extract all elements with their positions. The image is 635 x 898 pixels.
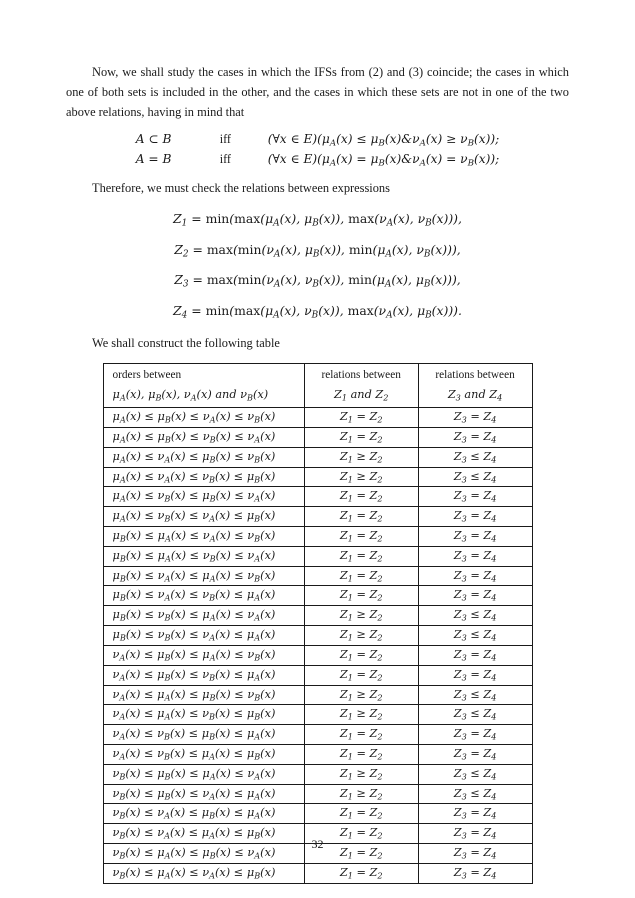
table-cell: $Z_1 = Z_2$ (304, 427, 418, 447)
table-cell: $Z_3 \le Z_4$ (418, 467, 532, 487)
table-header-row-1 (103, 364, 532, 385)
paragraph-intro: Now, we shall study the cases in which the IFSs from (2) and (3) coincide; the cases in which one of both sets is included in the other, and the cases in which these sets are not in one of the two above relations, having in mind that (66, 65, 569, 120)
table-cell: $Z_1 = Z_2$ (304, 824, 418, 844)
table-cell: $Z_1 = Z_2$ (304, 863, 418, 883)
table-row (103, 626, 532, 646)
table-cell: $Z_1 = Z_2$ (304, 527, 418, 547)
table-row (103, 645, 532, 665)
table-row (103, 427, 532, 447)
table-row (103, 606, 532, 626)
table-cell: $\nu_B(x) \le \mu_B(x) \le \mu_A(x) \le \nu_A(x)$ (103, 764, 304, 784)
table-header-row-2 (103, 384, 532, 407)
table-cell: $Z_3 = Z_4$ (418, 408, 532, 428)
table-cell: $Z_3 \le Z_4$ (418, 784, 532, 804)
table-cell: $\mu_A(x) \le \nu_B(x) \le \nu_A(x) \le \mu_B(x)$ (103, 507, 304, 527)
expression-z3: $Z_3 = \max(\min(\nu_A(x)$, $\nu_B(x)$), $\min(\mu_A(x)$, $\mu_B(x)$)), (174, 272, 461, 290)
table-row (103, 527, 532, 547)
table-cell: $Z_3 = Z_4$ (418, 546, 532, 566)
table-cell: $\nu_B(x) \le \nu_A(x) \le \mu_B(x) \le \mu_A(x)$ (103, 804, 304, 824)
table-cell: $Z_1 \ge Z_2$ (304, 626, 418, 646)
table-cell: $Z_3 \le Z_4$ (418, 685, 532, 705)
table-cell: $Z_1 = Z_2$ (304, 507, 418, 527)
table-cell: $\nu_A(x) \le \nu_B(x) \le \mu_A(x) \le \mu_B(x)$ (103, 744, 304, 764)
table-cell: $\mu_B(x) \le \nu_A(x) \le \mu_A(x) \le \nu_B(x)$ (103, 566, 304, 586)
table-cell: $Z_1 = Z_2$ (304, 844, 418, 864)
table-row (103, 665, 532, 685)
equality-iff: iff (219, 151, 231, 166)
table-cell: $Z_1 = Z_2$ (304, 645, 418, 665)
table-row (103, 685, 532, 705)
table-row (103, 784, 532, 804)
table-cell: $Z_1 \ge Z_2$ (304, 685, 418, 705)
equality-lhs: A = B (135, 151, 172, 166)
table-cell: $Z_1 \ge Z_2$ (304, 705, 418, 725)
table-cell: $Z_3 \le Z_4$ (418, 626, 532, 646)
expression-z4: $Z_4 = \min(\max(\mu_A(x)$, $\nu_B(x)$), $\max(\nu_A(x)$, $\mu_B(x)$)). (173, 302, 462, 321)
inclusion-lhs: A ⊂ B (135, 132, 172, 147)
table-head (103, 364, 532, 408)
table-cell: $\nu_A(x) \le \nu_B(x) \le \mu_B(x) \le \mu_A(x)$ (103, 725, 304, 745)
table-cell: $Z_3 \le Z_4$ (418, 764, 532, 784)
table-cell: $Z_1 = Z_2$ (304, 487, 418, 507)
paragraph-table-intro: We shall construct the following table (92, 336, 280, 351)
header-col0-line1: orders between (103, 364, 304, 385)
paragraph-therefore: Therefore, we must check the relations between expressions (92, 181, 390, 196)
table-row (103, 863, 532, 883)
table-cell: $\nu_A(x) \le \mu_A(x) \le \mu_B(x) \le \nu_B(x)$ (103, 685, 304, 705)
equality-definition-line (66, 152, 569, 168)
table-cell: $Z_3 \le Z_4$ (418, 705, 532, 725)
table-row (103, 507, 532, 527)
header-col1-line1: relations between (304, 364, 418, 385)
table-cell: $Z_3 \le Z_4$ (418, 447, 532, 467)
table-row (103, 487, 532, 507)
header-col2-line1: relations between (418, 364, 532, 385)
table-cell: $\mu_A(x) \le \nu_B(x) \le \mu_B(x) \le \nu_A(x)$ (103, 487, 304, 507)
table-cell: $Z_3 = Z_4$ (418, 527, 532, 547)
table-cell: $Z_1 = Z_2$ (304, 566, 418, 586)
table-cell: $\mu_A(x) \le \mu_B(x) \le \nu_A(x) \le \nu_B(x)$ (103, 408, 304, 428)
table-cell: $\nu_A(x) \le \mu_A(x) \le \nu_B(x) \le \mu_B(x)$ (103, 705, 304, 725)
table-cell: $Z_1 = Z_2$ (304, 725, 418, 745)
table-body (103, 408, 532, 884)
table-row (103, 447, 532, 467)
header-col0-line2: $\mu_A(x)$, $\mu_B(x)$, $\nu_A(x)$ and $\nu_B(x)$ (103, 384, 304, 407)
table-cell: $Z_3 = Z_4$ (418, 804, 532, 824)
table-cell: $Z_3 = Z_4$ (418, 586, 532, 606)
table-cell: $Z_1 \ge Z_2$ (304, 606, 418, 626)
table-cell: $Z_3 = Z_4$ (418, 863, 532, 883)
table-cell: $\mu_B(x) \le \nu_A(x) \le \nu_B(x) \le \mu_A(x)$ (103, 586, 304, 606)
table-cell: $\nu_A(x) \le \mu_B(x) \le \mu_A(x) \le \nu_B(x)$ (103, 645, 304, 665)
table-cell: $Z_3 = Z_4$ (418, 744, 532, 764)
table-cell: $\mu_B(x) \le \nu_B(x) \le \mu_A(x) \le \nu_A(x)$ (103, 606, 304, 626)
table-cell: $\nu_B(x) \le \mu_A(x) \le \nu_A(x) \le \mu_B(x)$ (103, 863, 304, 883)
table-cell: $Z_1 = Z_2$ (304, 665, 418, 685)
table-cell: $Z_3 = Z_4$ (418, 645, 532, 665)
table-row (103, 586, 532, 606)
table-cell: $Z_1 \ge Z_2$ (304, 764, 418, 784)
table-row (103, 744, 532, 764)
table-cell: $\mu_B(x) \le \mu_A(x) \le \nu_A(x) \le \nu_B(x)$ (103, 527, 304, 547)
table-cell: $Z_1 = Z_2$ (304, 804, 418, 824)
table-cell: $Z_3 = Z_4$ (418, 665, 532, 685)
table-cell: $Z_1 = Z_2$ (304, 586, 418, 606)
inclusion-iff: iff (219, 132, 231, 147)
table-cell: $\nu_B(x) \le \nu_A(x) \le \mu_A(x) \le \mu_B(x)$ (103, 824, 304, 844)
table-cell: $\mu_B(x) \le \mu_A(x) \le \nu_B(x) \le \nu_A(x)$ (103, 546, 304, 566)
expression-z2: $Z_2 = \max(\min(\nu_A(x)$, $\mu_B(x)$), $\min(\mu_A(x)$, $\nu_B(x)$)), (174, 241, 461, 260)
table-cell: $\mu_A(x) \le \nu_A(x) \le \nu_B(x) \le \mu_B(x)$ (103, 467, 304, 487)
inclusion-definition-line (66, 132, 569, 148)
table-row (103, 546, 532, 566)
table-cell: $\mu_A(x) \le \mu_B(x) \le \nu_B(x) \le \nu_A(x)$ (103, 427, 304, 447)
table-cell: $Z_1 \ge Z_2$ (304, 784, 418, 804)
table-cell: $\mu_A(x) \le \nu_A(x) \le \mu_B(x) \le \nu_B(x)$ (103, 447, 304, 467)
table-cell: $Z_1 \ge Z_2$ (304, 467, 418, 487)
table-cell: $Z_1 \ge Z_2$ (304, 447, 418, 467)
table-row (103, 705, 532, 725)
table-cell: $Z_3 = Z_4$ (418, 844, 532, 864)
table-row (103, 408, 532, 428)
relations-table (103, 363, 533, 883)
table-cell: $Z_1 = Z_2$ (304, 408, 418, 428)
table-cell: $Z_3 = Z_4$ (418, 427, 532, 447)
table-cell: $Z_3 = Z_4$ (418, 487, 532, 507)
table-cell: $Z_3 = Z_4$ (418, 507, 532, 527)
table-row (103, 764, 532, 784)
inclusion-definitions (66, 132, 569, 168)
page-number: 32 (311, 837, 324, 851)
expression-z1: $Z_1 = \min(\max(\mu_A(x)$, $\mu_B(x)$), $\max(\nu_A(x)$, $\nu_B(x)$)), (173, 211, 462, 229)
table-row (103, 725, 532, 745)
table-cell: $Z_3 \le Z_4$ (418, 606, 532, 626)
equality-rhs: (∀x ∈ $E)(\mu_A(x)$ = $\mu_B(x)\&\nu_A(x) = \nu_B(x)$); (267, 151, 500, 169)
header-col2-line2: $Z_3$ and $Z_4$ (418, 384, 532, 407)
table-cell: $\mu_B(x) \le \nu_B(x) \le \nu_A(x) \le \mu_A(x)$ (103, 626, 304, 646)
table-cell: $Z_3 = Z_4$ (418, 566, 532, 586)
table-row (103, 804, 532, 824)
inclusion-rhs: (∀x ∈ $E)(\mu_A(x)$ ≤ $\mu_B(x)\&\nu_A(x) \ge \nu_B(x)$); (267, 132, 500, 149)
table-row (103, 566, 532, 586)
table-cell: $Z_3 = Z_4$ (418, 725, 532, 745)
table-cell: $Z_3 = Z_4$ (418, 824, 532, 844)
expression-list (66, 211, 569, 320)
table-cell: $Z_1 = Z_2$ (304, 744, 418, 764)
table-cell: $\nu_B(x) \le \mu_A(x) \le \mu_B(x) \le \nu_A(x)$ (103, 844, 304, 864)
table-cell: $\nu_B(x) \le \mu_B(x) \le \nu_A(x) \le \mu_A(x)$ (103, 784, 304, 804)
header-col1-line2: $Z_1$ and $Z_2$ (304, 384, 418, 407)
table-cell: $Z_1 = Z_2$ (304, 546, 418, 566)
table-row (103, 467, 532, 487)
table-cell: $\nu_A(x) \le \mu_B(x) \le \nu_B(x) \le \mu_A(x)$ (103, 665, 304, 685)
